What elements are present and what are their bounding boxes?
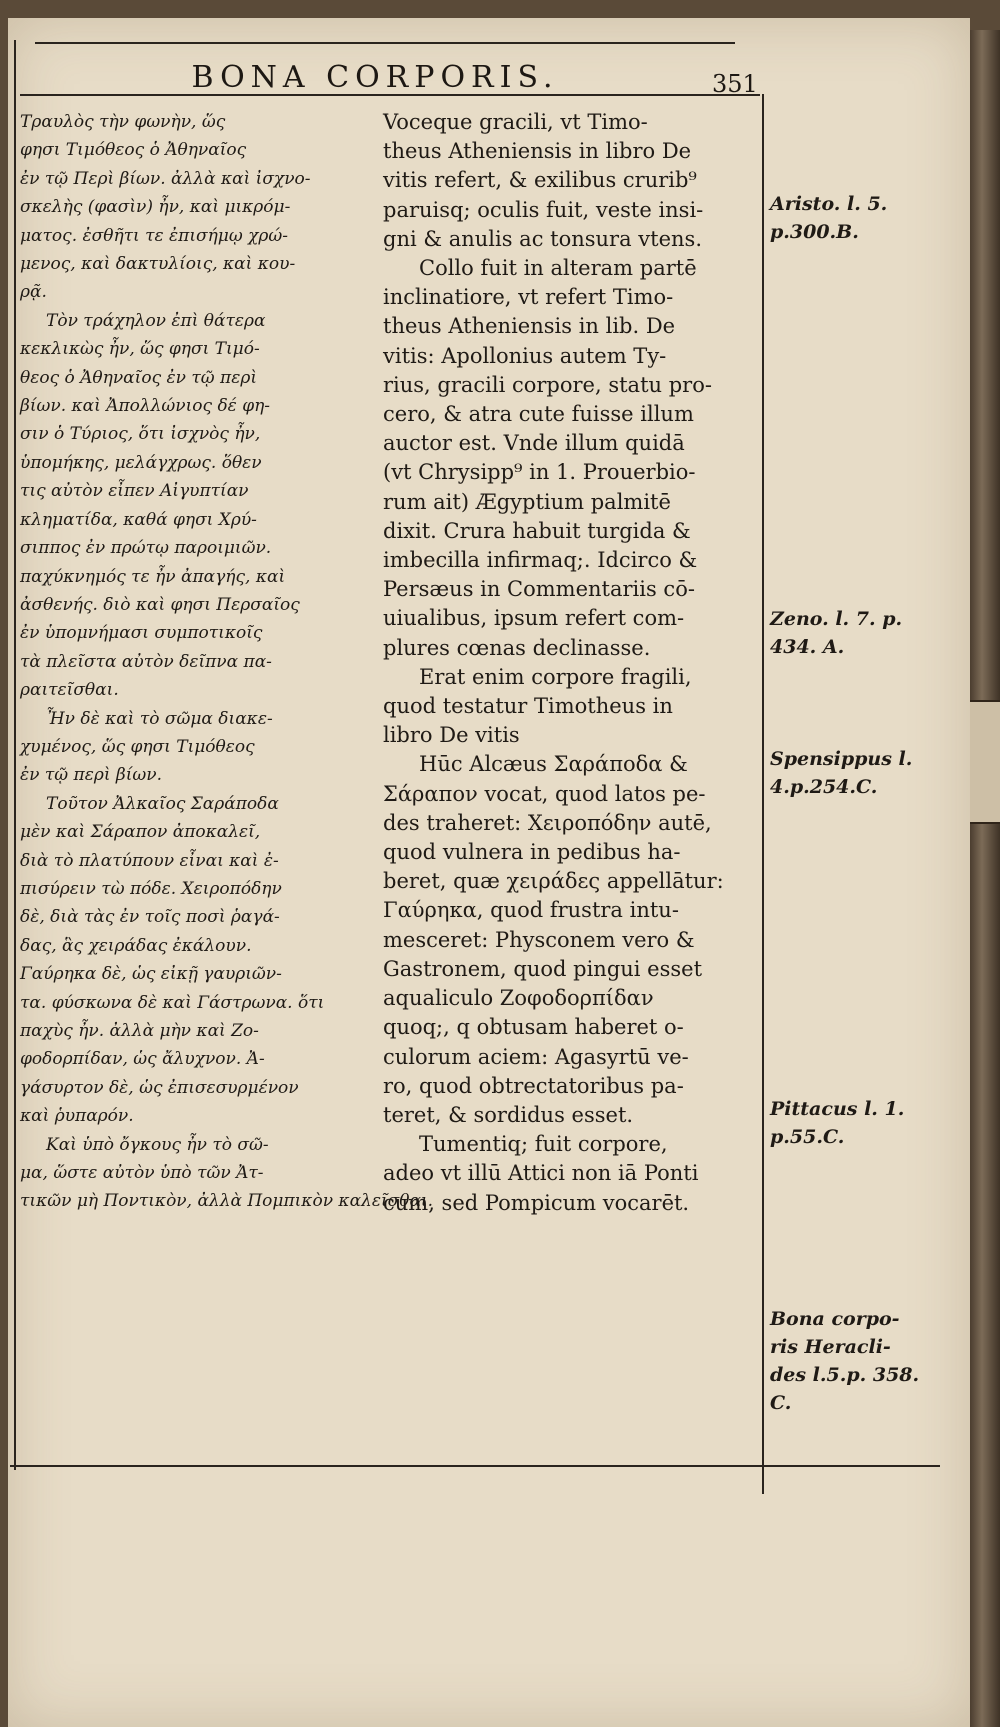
greek-text-line: μενος, καὶ δακτυλίοις, καὶ κου- (20, 254, 296, 275)
margin-note (770, 605, 902, 661)
greek-text-line: μὲν καὶ Σάραπον ἀποκαλεῖ, (20, 822, 261, 843)
page-number: 351 (712, 70, 758, 98)
margin-note-line: Zeno. l. 7. p. (770, 608, 903, 630)
margin-note-line: C. (770, 1392, 792, 1414)
greek-text-line: διὰ τὸ πλατύπουν εἶναι καὶ ἐ- (20, 850, 279, 871)
greek-text-line: φησι Τιμόθεος ὁ Ἀθηναῖος (20, 140, 247, 161)
greek-text-line: Ἦν δὲ καὶ τὸ σῶμα διακε- (46, 708, 273, 729)
greek-text-line: σκελὴς (φασὶν) ἦν, καὶ μικρόμ- (20, 197, 291, 218)
greek-text-line: Γαύρηκα δὲ, ὡς εἰκῇ γαυριῶν- (20, 964, 282, 985)
greek-text-line: ἐν ὑπομνήμασι συμποτικοῖς (20, 623, 263, 644)
greek-text-line: μα, ὥστε αὐτὸν ὑπὸ τῶν Ἀτ- (20, 1163, 264, 1184)
latin-text-line: plures cœnas declinasse. (383, 635, 651, 660)
greek-text-line: ραιτεῖσθαι. (20, 680, 119, 701)
greek-text-line: ματος. ἐσθῆτι τε ἐπισήμῳ χρώ- (20, 225, 289, 246)
greek-text-line: ρᾷ. (20, 282, 47, 303)
greek-text-line: τὰ πλεῖστα αὐτὸν δεῖπνα πα- (20, 651, 272, 672)
latin-text-line: mesceret: Physconem vero & (383, 927, 695, 952)
latin-text-line: cero, & atra cute fuisse illum (383, 402, 694, 427)
margin-note-line: ris Heracli- (770, 1336, 891, 1358)
latin-text-line: gni & anulis ac tonsura vtens. (383, 226, 702, 251)
greek-text-line: δὲ, διὰ τὰς ἐν τοῖς ποσὶ ῥαγά- (20, 907, 280, 928)
latin-text-line: imbecilla infirmaq;. Idcirco & (383, 548, 698, 573)
latin-text-line: aqualiculo Ζοφοδορπίδαν (383, 986, 654, 1011)
margin-note-line: 4.p.254.C. (770, 776, 878, 798)
bottom-rule (10, 1465, 940, 1467)
right-margin-rule (762, 94, 764, 1494)
greek-text-line: βίων. καὶ Ἀπολλώνιος δέ φη- (20, 396, 271, 417)
latin-text-line: culorum aciem: Agasyrtū ve- (383, 1044, 689, 1069)
latin-text-line: Persæus in Commentariis cō- (383, 577, 695, 602)
greek-text-line: Τὸν τράχηλον ἐπὶ θάτερα (46, 310, 266, 331)
greek-text-line: φοδορπίδαν, ὡς ἄλυχνον. Ἀ- (20, 1049, 265, 1070)
running-header: BONA CORPORIS. (191, 60, 559, 95)
latin-text-line: Σάραπον vocat, quod latos pe- (383, 781, 706, 806)
top-rule-upper (35, 42, 735, 44)
greek-text-line: κληματίδα, καθά φησι Χρύ- (20, 509, 257, 530)
latin-text-line: Collo fuit in alteram partē (419, 256, 697, 281)
latin-text-line: inclinatiore, vt refert Timo- (383, 285, 674, 310)
latin-text-line: Tumentiq; fuit corpore, (419, 1132, 668, 1157)
greek-text-line: τις αὐτὸν εἶπεν Αἰγυπτίαν (20, 481, 249, 502)
margin-note-line: des l.5.p. 358. (770, 1364, 920, 1386)
latin-text-line: vitis: Apollonius autem Ty- (383, 343, 667, 368)
latin-text-line: rius, gracili corpore, statu pro- (383, 372, 712, 397)
book-edge (970, 30, 1000, 1727)
margin-note (770, 190, 887, 246)
latin-text-line: quod testatur Timotheus in (383, 694, 673, 719)
greek-text-line: ἀσθενής. διὸ καὶ φησι Περσαῖος (20, 594, 300, 615)
latin-text-line: uiualibus, ipsum refert com- (383, 606, 685, 631)
latin-text-line: auctor est. Vnde illum quidā (383, 431, 685, 456)
greek-text-line: κεκλικὼς ἦν, ὥς φησι Τιμό- (20, 339, 260, 360)
greek-text-line: πισύρειν τὼ πόδε. Χειροπόδην (20, 878, 282, 899)
latin-text-line: theus Atheniensis in libro De (383, 139, 692, 164)
latin-text-line: des traheret: Χειροπόδην autē, (383, 810, 712, 835)
margin-note (770, 1095, 904, 1151)
latin-text-column (383, 108, 758, 1218)
latin-text-line: quoq;, q obtusam haberet o- (383, 1015, 684, 1040)
greek-text-line: δας, ἃς χειράδας ἐκάλουν. (20, 935, 252, 956)
greek-text-line: Τραυλὸς τὴν φωνὴν, ὥς (20, 112, 226, 132)
greek-text-line: τικῶν μὴ Ποντικὸν, ἀλλὰ Πομπικὸν καλεῖσθαι. (20, 1191, 434, 1212)
greek-text-line: σιν ὁ Τύριος, ὅτι ἰσχνὸς ἦν, (20, 424, 261, 445)
greek-text-line: σιππος ἐν πρώτῳ παροιμιῶν. (20, 538, 272, 559)
greek-text-line: Τοῦτον Ἀλκαῖος Σαράποδα (46, 793, 279, 814)
latin-text-line: quod vulnera in pedibus ha- (383, 840, 681, 865)
greek-text-line: καὶ ῥυπαρόν. (20, 1106, 134, 1127)
greek-text-line: χυμένος, ὥς φησι Τιμόθεος (20, 736, 255, 757)
latin-text-line: Hūc Alcæus Σαράποδα & (419, 752, 688, 777)
margin-note-line: Aristo. l. 5. (770, 193, 888, 215)
latin-text-line: beret, quæ χειράδες appellātur: (383, 869, 724, 894)
margin-note-line: Pittacus l. 1. (770, 1098, 905, 1120)
greek-text-line: ἐν τῷ Περὶ βίων. ἀλλὰ καὶ ἰσχνο- (20, 168, 311, 189)
greek-text-line: γάσυρτον δὲ, ὡς ἐπισεσυρμένον (20, 1077, 299, 1098)
latin-text-line: Γαύρηκα, quod frustra intu- (383, 898, 679, 923)
greek-text-column (20, 108, 434, 1216)
greek-text-line: ἐν τῷ περὶ βίων. (20, 765, 162, 786)
latin-text-line: theus Atheniensis in lib. De (383, 314, 676, 339)
margin-note-line: p.55.C. (770, 1126, 845, 1148)
latin-text-line: rum ait) Ægyptium palmitē (383, 489, 671, 514)
margin-note-line: p.300.B. (770, 221, 859, 243)
latin-text-line: libro De vitis (383, 723, 520, 748)
greek-text-line: ὑπομήκης, μελάγχρως. ὅθεν (20, 452, 262, 473)
latin-text-line: paruisq; oculis fuit, veste insi- (383, 197, 704, 222)
greek-text-line: παχύκνημός τε ἦν ἀπαγής, καὶ (20, 566, 286, 587)
greek-text-line: τα. φύσκωνα δὲ καὶ Γάστρωνα. ὅτι (20, 992, 325, 1013)
greek-text-line: θεος ὁ Ἀθηναῖος ἐν τῷ περὶ (20, 367, 257, 388)
left-margin-rule (14, 40, 16, 1470)
margin-note-line: Bona corpo- (770, 1308, 900, 1330)
margin-note (770, 1305, 919, 1417)
margin-note (770, 745, 912, 801)
latin-text-line: (vt Chrysipp⁹ in 1. Prouerbio- (383, 460, 696, 485)
greek-text-line: παχὺς ἦν. ἀλλὰ μὴν καὶ Ζο- (20, 1021, 259, 1041)
margin-note-line: 434. A. (770, 636, 845, 658)
latin-text-line: Gastronem, quod pingui esset (383, 956, 703, 981)
latin-text-line: ro, quod obtrectatoribus pa- (383, 1073, 684, 1098)
latin-text-line: dixit. Crura habuit turgida & (383, 518, 691, 543)
latin-text-line: vitis refert, & exilibus crurib⁹ (383, 168, 697, 193)
latin-text-line: adeo vt illū Attici non iā Ponti (383, 1161, 699, 1186)
latin-text-line: Erat enim corpore fragili, (419, 664, 692, 689)
greek-text-line: Καὶ ὑπὸ ὄγκους ἦν τὸ σῶ- (46, 1134, 269, 1155)
margin-note-line: Spensippus l. (770, 748, 913, 770)
latin-text-line: cum, sed Pompicum vocarēt. (383, 1190, 690, 1215)
latin-text-line: Voceque gracili, vt Timo- (383, 110, 648, 134)
latin-text-line: teret, & sordidus esset. (383, 1102, 634, 1127)
